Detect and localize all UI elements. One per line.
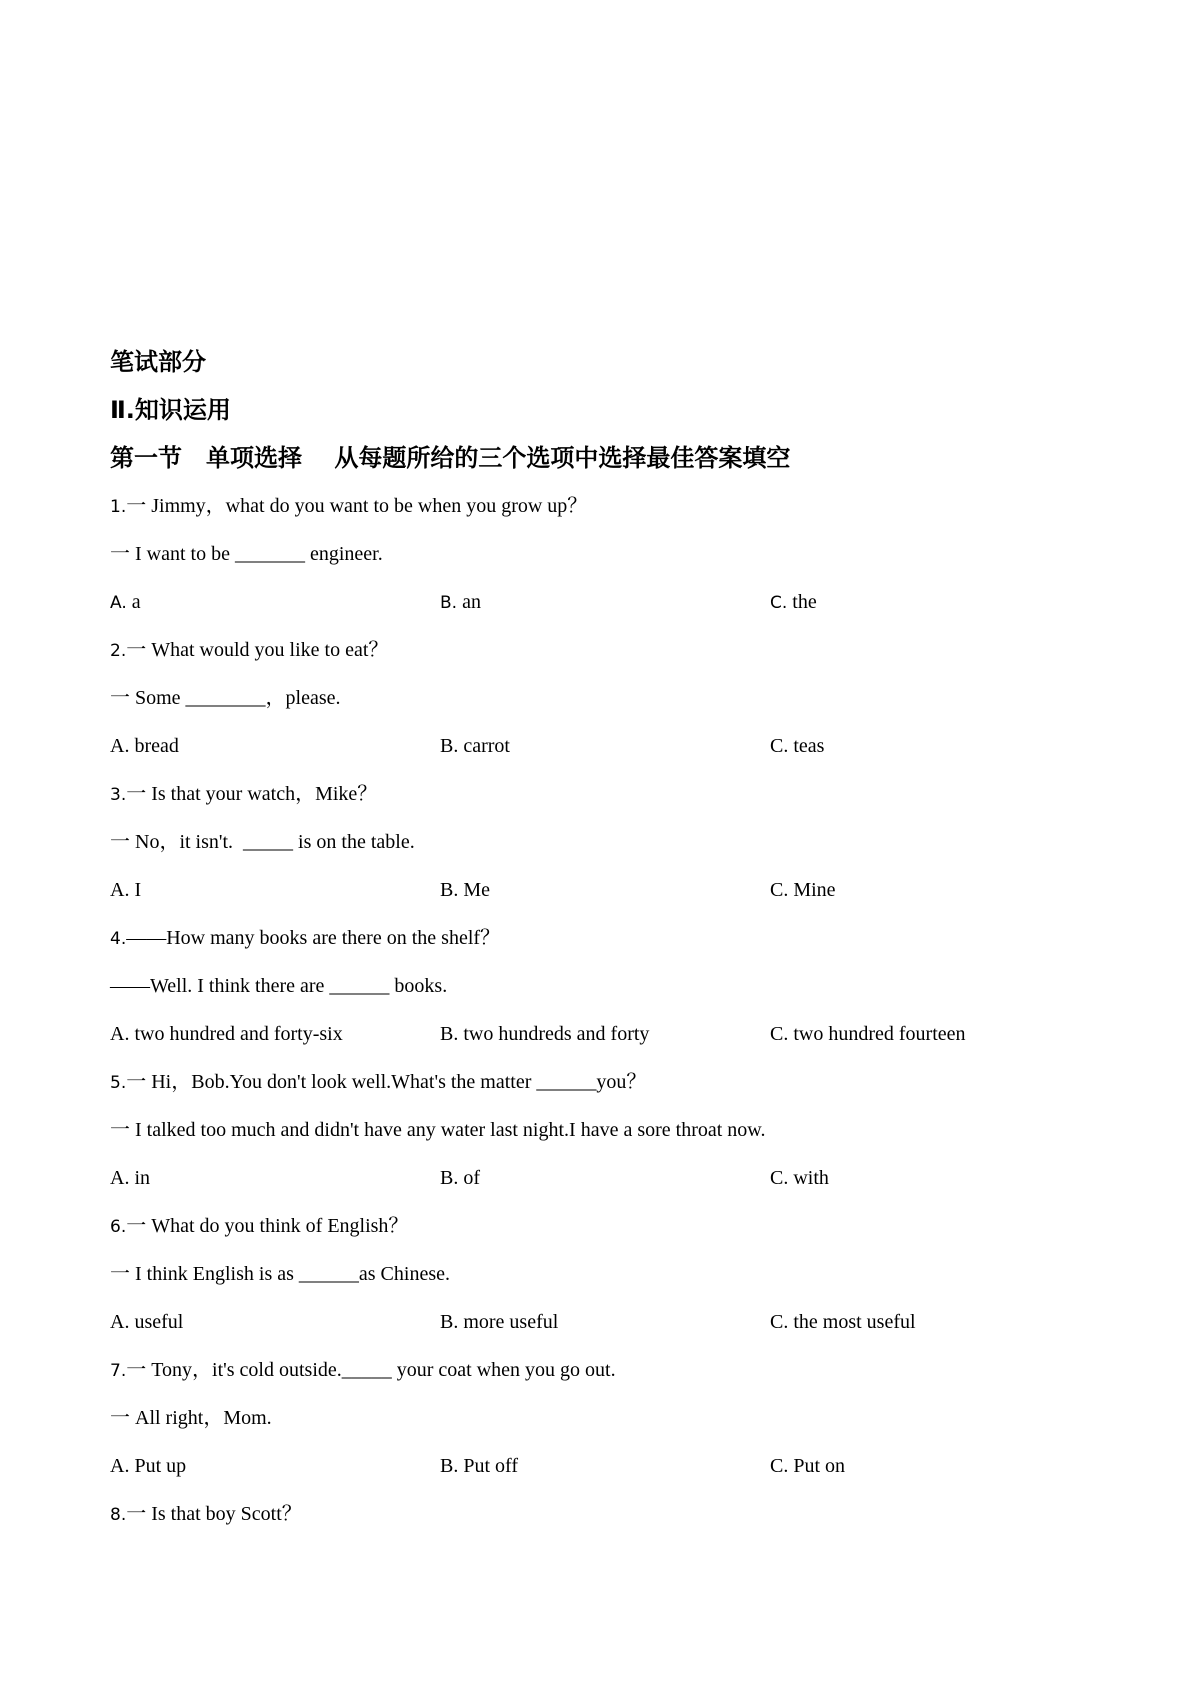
question-1-prompt: 1.一 Jimmy，what do you want to be when you grow up？ (110, 495, 588, 517)
option-b: B. more useful (440, 1311, 559, 1333)
question-2-prompt: 2.一 What would you like to eat？ (110, 639, 389, 661)
option-b: B. of (440, 1167, 480, 1189)
subsection-title: 第一节 单项选择 从每题所给的三个选项中选择最佳答案填空 (110, 444, 791, 472)
question-4-options (110, 1024, 1090, 1048)
option-b: B. Put off (440, 1455, 518, 1477)
question-6-answer: 一 I think English is as ______as Chinese. (110, 1263, 450, 1285)
question-number: 8. (110, 1505, 127, 1525)
option-a: A. two hundred and forty-six (110, 1023, 343, 1045)
question-4-prompt: 4.——How many books are there on the shelf？ (110, 927, 501, 949)
question-7-prompt: 7.一 Tony，it's cold outside._____ your coat when you go out. (110, 1359, 616, 1381)
question-3-answer: 一 No，it isn't. _____ is on the table. (110, 831, 415, 853)
question-6-prompt: 6.一 What do you think of English？ (110, 1215, 409, 1237)
option-c: C. the (770, 591, 817, 613)
option-a: A. a (110, 591, 141, 613)
question-3-prompt: 3.一 Is that your watch，Mike？ (110, 783, 378, 805)
question-1-options (110, 592, 1090, 616)
option-a: A. Put up (110, 1455, 187, 1477)
question-7-options (110, 1456, 1090, 1480)
question-5-prompt: 5.一 Hi，Bob.You don't look well.What's the matter ______you？ (110, 1071, 647, 1093)
question-number: 4. (110, 929, 127, 949)
option-c: C. two hundred fourteen (770, 1023, 966, 1045)
question-6-options (110, 1312, 1090, 1336)
question-5-answer: 一 I talked too much and didn't have any water last night.I have a sore throat now. (110, 1119, 766, 1141)
option-c: C. the most useful (770, 1311, 916, 1333)
question-2-options (110, 736, 1090, 760)
option-a: A. I (110, 879, 142, 901)
question-1-answer: 一 I want to be _______ engineer. (110, 543, 383, 565)
question-number: 1. (110, 497, 127, 517)
option-b: B. two hundreds and forty (440, 1023, 650, 1045)
option-a: A. in (110, 1167, 150, 1189)
option-a: A. bread (110, 735, 179, 757)
question-number: 7. (110, 1361, 127, 1381)
option-a: A. useful (110, 1311, 184, 1333)
question-number: 5. (110, 1073, 127, 1093)
option-c: C. with (770, 1167, 829, 1189)
question-7-answer: 一 All right，Mom. (110, 1407, 272, 1429)
question-3-options (110, 880, 1090, 904)
option-b: B. Me (440, 879, 490, 901)
option-b: B. an (440, 591, 481, 613)
option-b: B. carrot (440, 735, 510, 757)
option-c: C. teas (770, 735, 825, 757)
part-title: Ⅱ.知识运用 (110, 396, 231, 424)
question-4-answer: ——Well. I think there are ______ books. (110, 975, 448, 997)
question-2-answer: 一 Some ________，please. (110, 687, 341, 709)
question-number: 6. (110, 1217, 127, 1237)
option-c: C. Mine (770, 879, 836, 901)
question-5-options (110, 1168, 1090, 1192)
question-number: 2. (110, 641, 127, 661)
section-title: 笔试部分 (110, 348, 206, 376)
option-c: C. Put on (770, 1455, 846, 1477)
question-number: 3. (110, 785, 127, 805)
question-8-prompt: 8.一 Is that boy Scott？ (110, 1503, 302, 1525)
